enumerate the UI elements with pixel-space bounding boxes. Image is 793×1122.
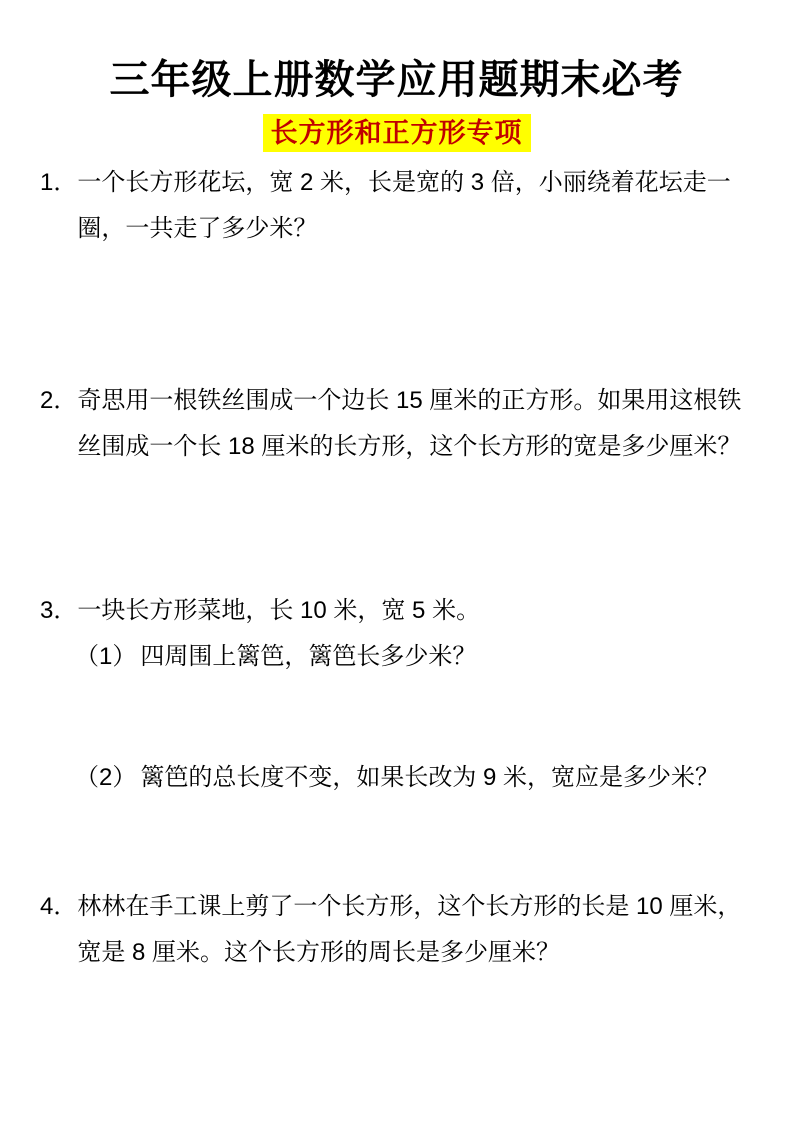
- question-2-number: 2．: [40, 387, 78, 414]
- question-3-part-1-text: 四周围上篱笆，篱笆长多少米？: [140, 643, 477, 670]
- question-3: [40, 588, 757, 634]
- answer-space-2: [40, 470, 757, 588]
- page-title: 三年级上册数学应用题期末必考: [109, 58, 684, 102]
- question-2: [40, 378, 757, 470]
- question-3-part-1-label: （1）: [75, 643, 137, 670]
- question-3-part-1: [40, 634, 757, 680]
- answer-space-3: [40, 680, 757, 755]
- question-3-part-2: [40, 755, 757, 801]
- answer-space-1: [40, 252, 757, 378]
- question-1-text: 一个长方形花坛，宽 2 米，长是宽的 3 倍，小丽绕着花坛走一圈，一共走了多少米？: [77, 169, 731, 242]
- answer-space-4: [40, 801, 757, 884]
- question-3-part-2-text: 篱笆的总长度不变，如果长改为 9 米，宽应是多少米？: [140, 764, 720, 791]
- question-3-text: 一块长方形菜地，长 10 米，宽 5 米。: [77, 597, 481, 624]
- question-4: [40, 884, 757, 976]
- question-4-text: 林林在手工课上剪了一个长方形，这个长方形的长是 10 厘米，宽是 8 厘米。这个长方形的周长是多少厘米？: [77, 893, 742, 966]
- question-2-text: 奇思用一根铁丝围成一个边长 15 厘米的正方形。如果用这根铁丝围成一个长 18 厘米的长方形，这个长方形的宽是多少厘米？: [77, 387, 742, 460]
- question-3-part-2-label: （2）: [75, 764, 137, 791]
- section-subtitle: 长方形和正方形专项: [263, 114, 531, 152]
- question-3-number: 3．: [40, 597, 78, 624]
- question-4-number: 4．: [40, 893, 78, 920]
- questions-area: [0, 160, 793, 976]
- question-1: [40, 160, 757, 252]
- question-1-number: 1．: [40, 169, 78, 196]
- subtitle-row: [0, 114, 793, 152]
